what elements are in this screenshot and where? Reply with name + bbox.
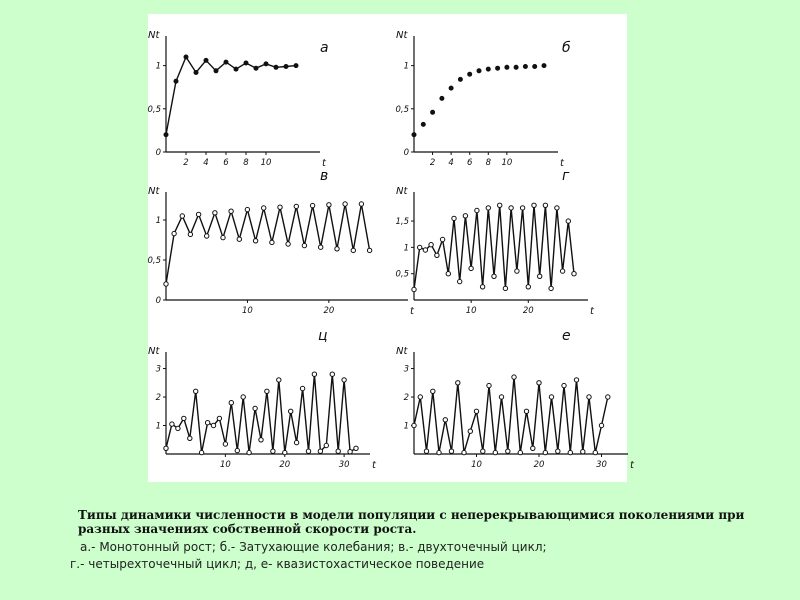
p3-x-tick-label-0: 10 — [242, 306, 253, 316]
p2-point-12 — [523, 65, 527, 69]
p5-point-26 — [318, 449, 322, 453]
p3-x-tick-label-1: 20 — [323, 306, 335, 316]
p6-point-0 — [412, 423, 416, 427]
p6-point-21 — [543, 450, 547, 454]
p3-point-21 — [335, 247, 339, 251]
p5-panel-label: ц — [318, 328, 328, 344]
p4-point-22 — [538, 274, 542, 278]
p6-point-31 — [606, 395, 610, 399]
p3-point-14 — [278, 205, 282, 209]
p5-point-24 — [306, 449, 310, 453]
p1-x-tick-label-3: 8 — [243, 158, 249, 168]
p5-point-16 — [259, 438, 263, 442]
p6-point-9 — [468, 429, 472, 433]
p4-y-tick-label-2: 1,5 — [395, 217, 409, 228]
p2-x-tick-label-0: 2 — [429, 158, 436, 168]
p3-point-6 — [213, 211, 217, 215]
p6-point-26 — [574, 378, 578, 382]
p4-point-14 — [492, 274, 496, 278]
p3-point-5 — [205, 234, 209, 238]
p2-x-tick-label-4: 10 — [501, 158, 513, 168]
p6-point-14 — [499, 395, 503, 399]
p6-point-5 — [443, 418, 447, 422]
p4-y-axis-label: Nt — [396, 186, 408, 197]
p2-point-8 — [486, 67, 490, 71]
p1-x-axis-label: t — [322, 158, 326, 169]
p3-point-22 — [343, 202, 347, 206]
p1-point-12 — [284, 65, 288, 69]
p5-point-19 — [277, 378, 281, 382]
caption-line-1: а.- Монотонный рост; б.- Затухающие колебания; в.- двухточечный цикл; — [80, 540, 547, 554]
p5-point-18 — [271, 449, 275, 453]
p4-panel-label: г — [562, 168, 570, 184]
p6-x-tick-label-0: 10 — [471, 460, 482, 470]
p6-point-10 — [474, 409, 478, 413]
p6-point-1 — [418, 395, 422, 399]
p5-point-7 — [205, 421, 209, 425]
p6-point-17 — [518, 450, 522, 454]
p5-point-4 — [188, 436, 192, 440]
p6-point-6 — [449, 449, 453, 453]
p1-point-9 — [254, 66, 258, 70]
p1-point-7 — [234, 67, 238, 71]
p4-point-21 — [532, 203, 536, 207]
p5-point-10 — [223, 442, 227, 446]
p5-point-2 — [176, 426, 180, 430]
p1-point-0 — [164, 133, 168, 137]
p6-x-tick-label-1: 20 — [533, 460, 545, 470]
p5-point-31 — [348, 450, 352, 454]
p6-panel-label: е — [562, 328, 571, 344]
p3-point-8 — [229, 209, 233, 213]
p6-point-16 — [512, 375, 516, 379]
p5-x-axis-label: t — [372, 460, 376, 471]
p6-x-axis-label: t — [630, 460, 634, 471]
p5-point-6 — [199, 450, 203, 454]
p4-point-18 — [515, 269, 519, 273]
p5-x-tick-label-0: 10 — [219, 460, 231, 470]
p6-series-line — [414, 377, 608, 453]
figure-panel — [147, 14, 634, 482]
p3-point-2 — [180, 214, 184, 218]
p3-point-13 — [270, 240, 274, 244]
p5-y-tick-label-0: 1 — [155, 421, 161, 432]
p4-x-axis-label: t — [590, 306, 594, 317]
p3-point-4 — [196, 212, 200, 216]
p2-x-tick-label-2: 6 — [467, 158, 473, 168]
p6-point-8 — [462, 450, 466, 454]
p4-y-tick-label-1: 1 — [403, 243, 409, 254]
p4-point-2 — [423, 248, 427, 252]
p3-y-tick-label-0: 0 — [155, 296, 161, 306]
p4-point-24 — [549, 286, 553, 290]
p1-point-3 — [194, 71, 198, 75]
p6-point-24 — [562, 383, 566, 387]
p5-x-tick-label-1: 20 — [279, 460, 291, 470]
p2-y-tick-label-1: 0,5 — [395, 104, 409, 115]
p4-point-1 — [418, 245, 422, 249]
p6-point-15 — [506, 449, 510, 453]
p4-point-7 — [452, 216, 456, 220]
p6-point-2 — [424, 449, 428, 453]
p6-point-27 — [581, 450, 585, 454]
p3-point-23 — [351, 248, 355, 252]
p4-point-11 — [475, 208, 479, 212]
p4-x-tick-label-0: 10 — [465, 306, 477, 316]
p1-panel-label: а — [320, 40, 329, 56]
p6-y-tick-label-1: 2 — [403, 393, 409, 404]
p3-y-tick-label-1: 0,5 — [147, 256, 161, 266]
p5-x-tick-label-2: 30 — [338, 460, 350, 470]
p3-point-1 — [172, 231, 176, 235]
p3-point-3 — [188, 232, 192, 236]
p6-y-tick-label-2: 3 — [403, 364, 409, 375]
p5-point-8 — [211, 423, 215, 427]
p5-point-15 — [253, 406, 257, 410]
p5-point-17 — [265, 389, 269, 393]
p3-point-9 — [237, 237, 241, 241]
p2-point-11 — [514, 65, 518, 69]
p4-point-17 — [509, 206, 513, 210]
p1-y-tick-label-2: 1 — [155, 61, 161, 72]
p2-point-2 — [431, 110, 435, 114]
p2-point-13 — [533, 65, 537, 69]
p1-point-11 — [274, 65, 278, 69]
p3-point-15 — [286, 242, 290, 246]
p3-point-17 — [302, 243, 306, 247]
p4-point-0 — [412, 287, 416, 291]
p4-point-5 — [440, 237, 444, 241]
p3-y-tick-label-2: 1 — [155, 216, 161, 226]
p5-point-25 — [312, 372, 316, 376]
caption-title: Типы динамики численности в модели популяции с неперекрывающимися поколениями при разных значениях собственной скорости роста. — [78, 508, 745, 536]
p2-x-axis-label: t — [560, 158, 564, 169]
p2-point-9 — [496, 66, 500, 70]
p6-point-13 — [493, 450, 497, 454]
p6-point-3 — [431, 389, 435, 393]
p5-point-27 — [324, 443, 328, 447]
p5-point-9 — [217, 416, 221, 420]
p3-point-19 — [319, 245, 323, 249]
p1-y-tick-label-0: 0 — [155, 148, 161, 158]
p4-point-19 — [520, 206, 524, 210]
p5-point-28 — [330, 372, 334, 376]
p6-point-12 — [487, 383, 491, 387]
p1-point-4 — [204, 58, 208, 62]
p2-point-10 — [505, 65, 509, 69]
p2-y-tick-label-0: 0 — [403, 148, 409, 158]
p5-point-21 — [289, 409, 293, 413]
p1-x-tick-label-2: 6 — [223, 158, 229, 168]
p2-y-axis-label: Nt — [396, 30, 408, 41]
p4-point-13 — [486, 206, 490, 210]
p5-point-30 — [342, 378, 346, 382]
p4-point-28 — [572, 272, 576, 276]
p4-point-27 — [566, 219, 570, 223]
p3-y-axis-label: Nt — [148, 186, 160, 197]
p5-point-20 — [283, 450, 287, 454]
p3-point-12 — [262, 206, 266, 210]
p2-point-1 — [421, 122, 425, 126]
p6-point-7 — [456, 381, 460, 385]
p1-x-tick-label-1: 4 — [203, 158, 209, 168]
p6-point-11 — [481, 449, 485, 453]
p1-y-axis-label: Nt — [148, 30, 160, 41]
p2-y-tick-label-2: 1 — [403, 61, 409, 72]
p5-y-axis-label: Nt — [148, 346, 160, 357]
p2-x-tick-label-1: 4 — [448, 158, 454, 168]
p6-point-18 — [524, 409, 528, 413]
p6-point-19 — [531, 446, 535, 450]
p6-point-20 — [537, 381, 541, 385]
p4-point-20 — [526, 285, 530, 289]
p4-point-16 — [503, 286, 507, 290]
chart-figure — [147, 14, 634, 482]
p3-point-24 — [359, 202, 363, 206]
p2-point-6 — [468, 72, 472, 76]
p3-point-25 — [367, 248, 371, 252]
p5-point-29 — [336, 449, 340, 453]
p4-point-25 — [555, 206, 559, 210]
p6-y-tick-label-0: 1 — [403, 421, 409, 432]
p4-point-10 — [469, 266, 473, 270]
p1-point-8 — [244, 61, 248, 65]
p6-point-23 — [556, 449, 560, 453]
p2-point-14 — [542, 64, 546, 68]
p1-y-tick-label-1: 0,5 — [147, 104, 161, 115]
p4-point-12 — [480, 285, 484, 289]
p1-x-tick-label-4: 10 — [260, 158, 272, 168]
p5-point-0 — [164, 446, 168, 450]
p1-point-1 — [174, 79, 178, 83]
p3-point-20 — [327, 203, 331, 207]
p5-point-12 — [235, 448, 239, 452]
p6-x-tick-label-2: 30 — [596, 460, 607, 470]
p2-panel-label: б — [562, 40, 571, 56]
p4-point-9 — [463, 214, 467, 218]
p3-x-axis-label: t — [410, 306, 414, 317]
p4-point-23 — [543, 203, 547, 207]
p3-point-11 — [253, 239, 257, 243]
p6-point-4 — [437, 450, 441, 454]
p5-point-5 — [194, 389, 198, 393]
p3-point-0 — [164, 282, 168, 286]
p4-point-15 — [498, 203, 502, 207]
p6-y-axis-label: Nt — [396, 346, 408, 357]
p5-point-14 — [247, 450, 251, 454]
p5-point-3 — [182, 416, 186, 420]
p1-point-6 — [224, 60, 228, 64]
p4-point-8 — [458, 279, 462, 283]
p2-point-0 — [412, 133, 416, 137]
p5-point-23 — [300, 386, 304, 390]
p1-point-13 — [294, 64, 298, 68]
p1-x-tick-label-0: 2 — [183, 158, 189, 168]
p4-x-tick-label-1: 20 — [522, 306, 534, 316]
p4-point-6 — [446, 272, 450, 276]
p2-point-5 — [458, 77, 462, 81]
p3-point-10 — [245, 207, 249, 211]
p5-point-13 — [241, 395, 245, 399]
p2-point-3 — [440, 96, 444, 100]
p6-point-22 — [549, 395, 553, 399]
p4-point-4 — [435, 253, 439, 257]
p5-point-32 — [354, 446, 358, 450]
p1-point-5 — [214, 69, 218, 73]
p5-point-11 — [229, 401, 233, 405]
p4-y-tick-label-0: 0,5 — [395, 269, 409, 280]
p3-point-18 — [310, 203, 314, 207]
p6-point-29 — [593, 450, 597, 454]
p3-point-7 — [221, 235, 225, 239]
p5-y-tick-label-2: 3 — [155, 364, 161, 375]
p5-y-tick-label-1: 2 — [155, 393, 161, 404]
p4-point-3 — [429, 243, 433, 247]
p5-point-22 — [294, 440, 298, 444]
caption-line-2: г.- четырехточечный цикл; д, е- квазистохастическое поведение — [70, 557, 485, 571]
p5-point-1 — [170, 422, 174, 426]
p3-point-16 — [294, 204, 298, 208]
p6-point-28 — [587, 395, 591, 399]
p4-point-26 — [560, 269, 564, 273]
p6-point-30 — [599, 423, 603, 427]
p2-x-tick-label-3: 8 — [485, 158, 491, 168]
p6-point-25 — [568, 450, 572, 454]
p3-panel-label: в — [320, 168, 329, 184]
p2-point-7 — [477, 69, 481, 73]
p2-point-4 — [449, 86, 453, 90]
p1-point-10 — [264, 62, 268, 66]
p1-point-2 — [184, 55, 188, 59]
